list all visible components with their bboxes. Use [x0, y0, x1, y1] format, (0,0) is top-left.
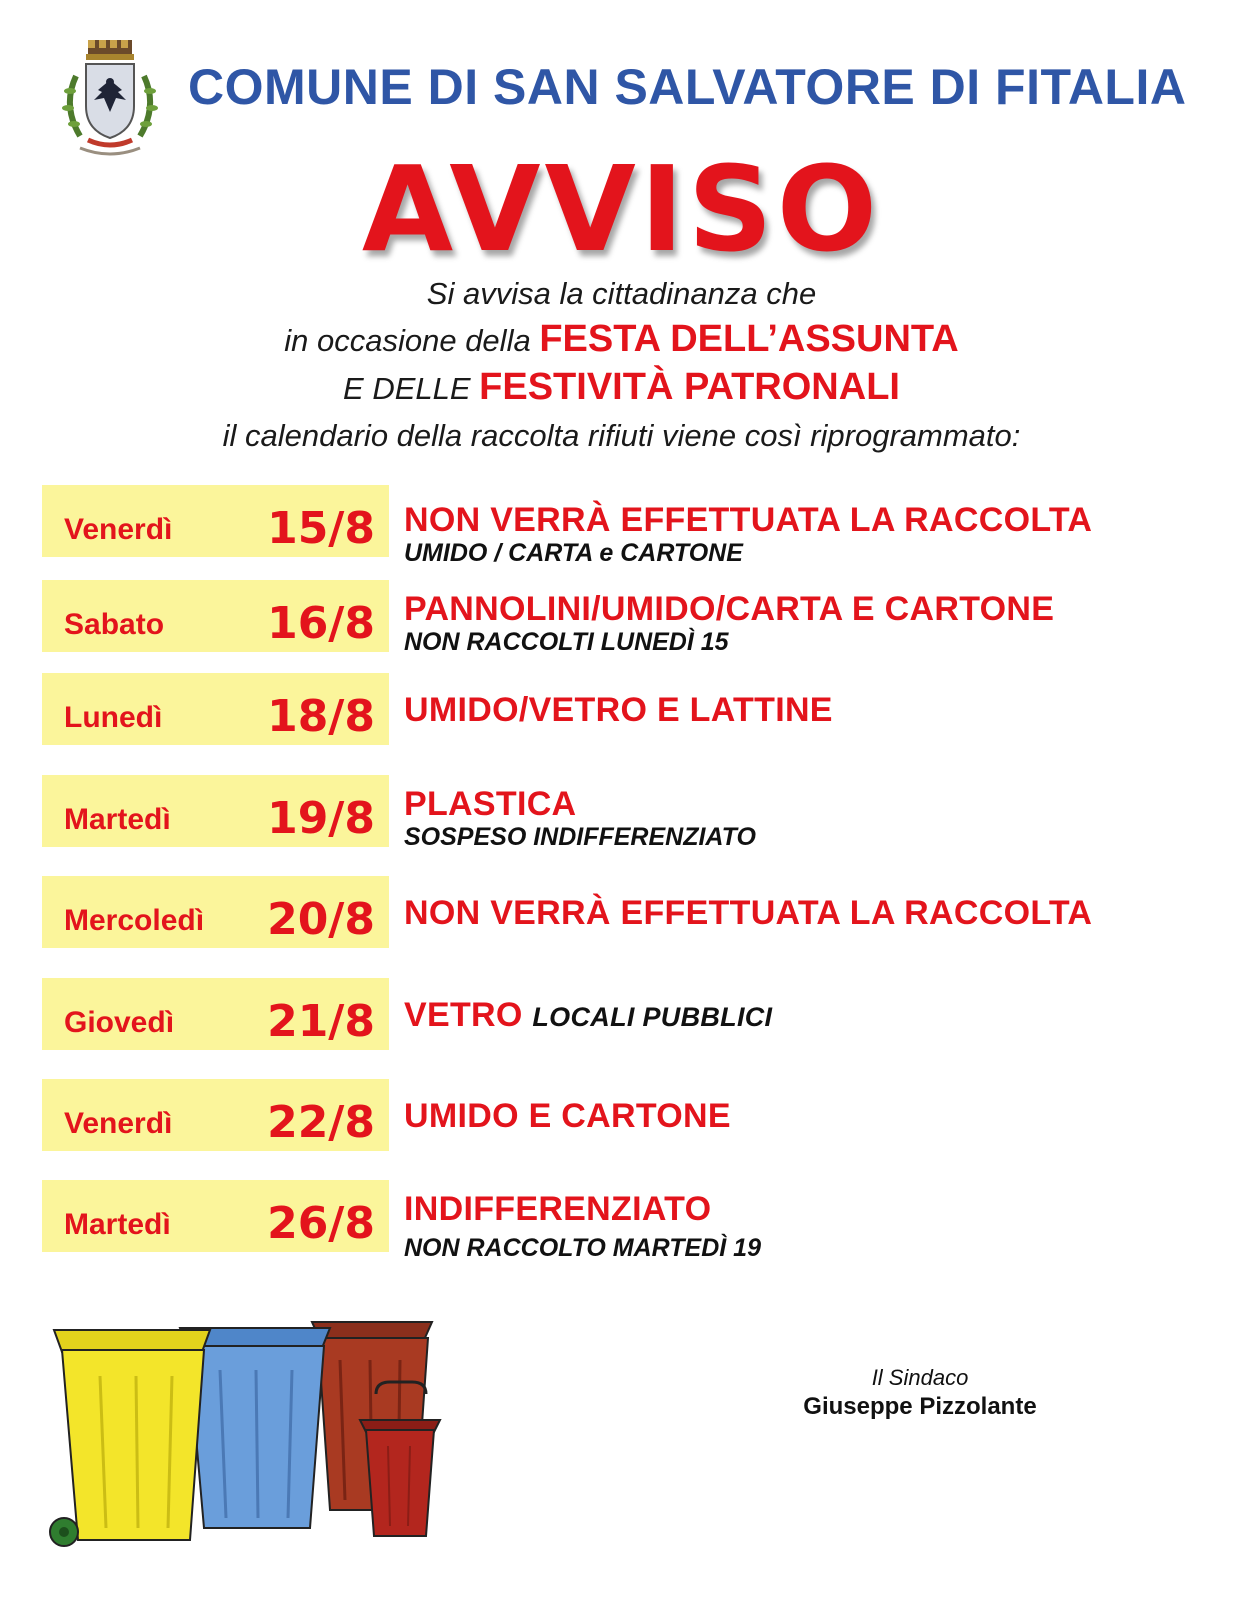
- collection-info: UMIDO/VETRO E LATTINE: [404, 691, 833, 729]
- date-label: 21/8: [267, 996, 375, 1047]
- notice-heading: AVVISO: [361, 140, 882, 278]
- date-box: [42, 876, 389, 948]
- date-label: 26/8: [267, 1198, 375, 1249]
- feast-name: FESTA DELL’ASSUNTA: [539, 318, 959, 360]
- collection-info: PANNOLINI/UMIDO/CARTA E CARTONE: [404, 590, 1055, 628]
- intro-line-3: [0, 366, 1243, 409]
- date-box: [42, 978, 389, 1050]
- day-label: Lunedì: [64, 701, 163, 734]
- schedule-row: [42, 580, 1212, 656]
- collection-info: NON VERRÀ EFFETTUATA LA RACCOLTA: [404, 501, 1093, 539]
- intro-text: in occasione della: [284, 323, 540, 358]
- schedule-row: [42, 1180, 1212, 1262]
- schedule-row: [42, 1079, 1212, 1151]
- collection-note: NON RACCOLTO MARTEDÌ 19: [404, 1234, 761, 1262]
- intro-text: Si avvisa la cittadinanza che: [426, 276, 817, 311]
- signature-title: Il Sindaco: [871, 1365, 969, 1390]
- collection-note: LOCALI PUBBLICI: [532, 1002, 773, 1032]
- schedule-row: [42, 485, 1212, 567]
- date-label: 15/8: [267, 503, 375, 554]
- collection-info: INDIFFERENZIATO: [404, 1190, 712, 1228]
- yellow-bin-icon: [50, 1330, 210, 1546]
- schedule-row: [42, 775, 1212, 851]
- signature-name: Giuseppe Pizzolante: [803, 1393, 1037, 1420]
- date-label: 20/8: [267, 894, 375, 945]
- collection-info: NON VERRÀ EFFETTUATA LA RACCOLTA: [404, 894, 1093, 932]
- date-label: 22/8: [267, 1097, 375, 1148]
- day-label: Martedì: [64, 1208, 171, 1241]
- date-label: 19/8: [267, 793, 375, 844]
- municipality-title: COMUNE DI SAN SALVATORE DI FITALIA: [188, 59, 1187, 115]
- schedule-row: [42, 978, 1212, 1050]
- date-label: 16/8: [267, 598, 375, 649]
- intro-text: E DELLE: [343, 371, 480, 406]
- signature-block: [750, 1365, 1090, 1421]
- collection-type: VETRO: [404, 996, 523, 1034]
- collection-note: NON RACCOLTI LUNEDÌ 15: [404, 628, 729, 656]
- collection-note: SOSPESO INDIFFERENZIATO: [404, 823, 756, 851]
- collection-info: [404, 996, 772, 1035]
- day-label: Martedì: [64, 803, 171, 836]
- schedule-row: [42, 673, 1212, 745]
- day-label: Giovedì: [64, 1006, 175, 1039]
- date-box: [42, 580, 389, 652]
- waste-bins-icon: [40, 1300, 460, 1560]
- date-box: [42, 1079, 389, 1151]
- patronal-festivities: FESTIVITÀ PATRONALI: [479, 366, 900, 408]
- collection-note: UMIDO / CARTA e CARTONE: [404, 539, 743, 567]
- date-box: [42, 1180, 389, 1252]
- intro-line-4: [0, 418, 1243, 454]
- day-label: Sabato: [64, 608, 165, 641]
- date-box: [42, 775, 389, 847]
- day-label: Mercoledì: [64, 904, 205, 937]
- day-label: Venerdì: [64, 513, 173, 546]
- date-label: 18/8: [267, 691, 375, 742]
- intro-line-2: [0, 318, 1243, 361]
- schedule-row: [42, 876, 1212, 948]
- intro-line-1: [0, 276, 1243, 312]
- collection-info: PLASTICA: [404, 785, 577, 823]
- collection-info: UMIDO E CARTONE: [404, 1097, 731, 1135]
- date-box: [42, 673, 389, 745]
- date-box: [42, 485, 389, 557]
- intro-text: il calendario della raccolta rifiuti viene così riprogrammato:: [222, 418, 1021, 453]
- day-label: Venerdì: [64, 1107, 173, 1140]
